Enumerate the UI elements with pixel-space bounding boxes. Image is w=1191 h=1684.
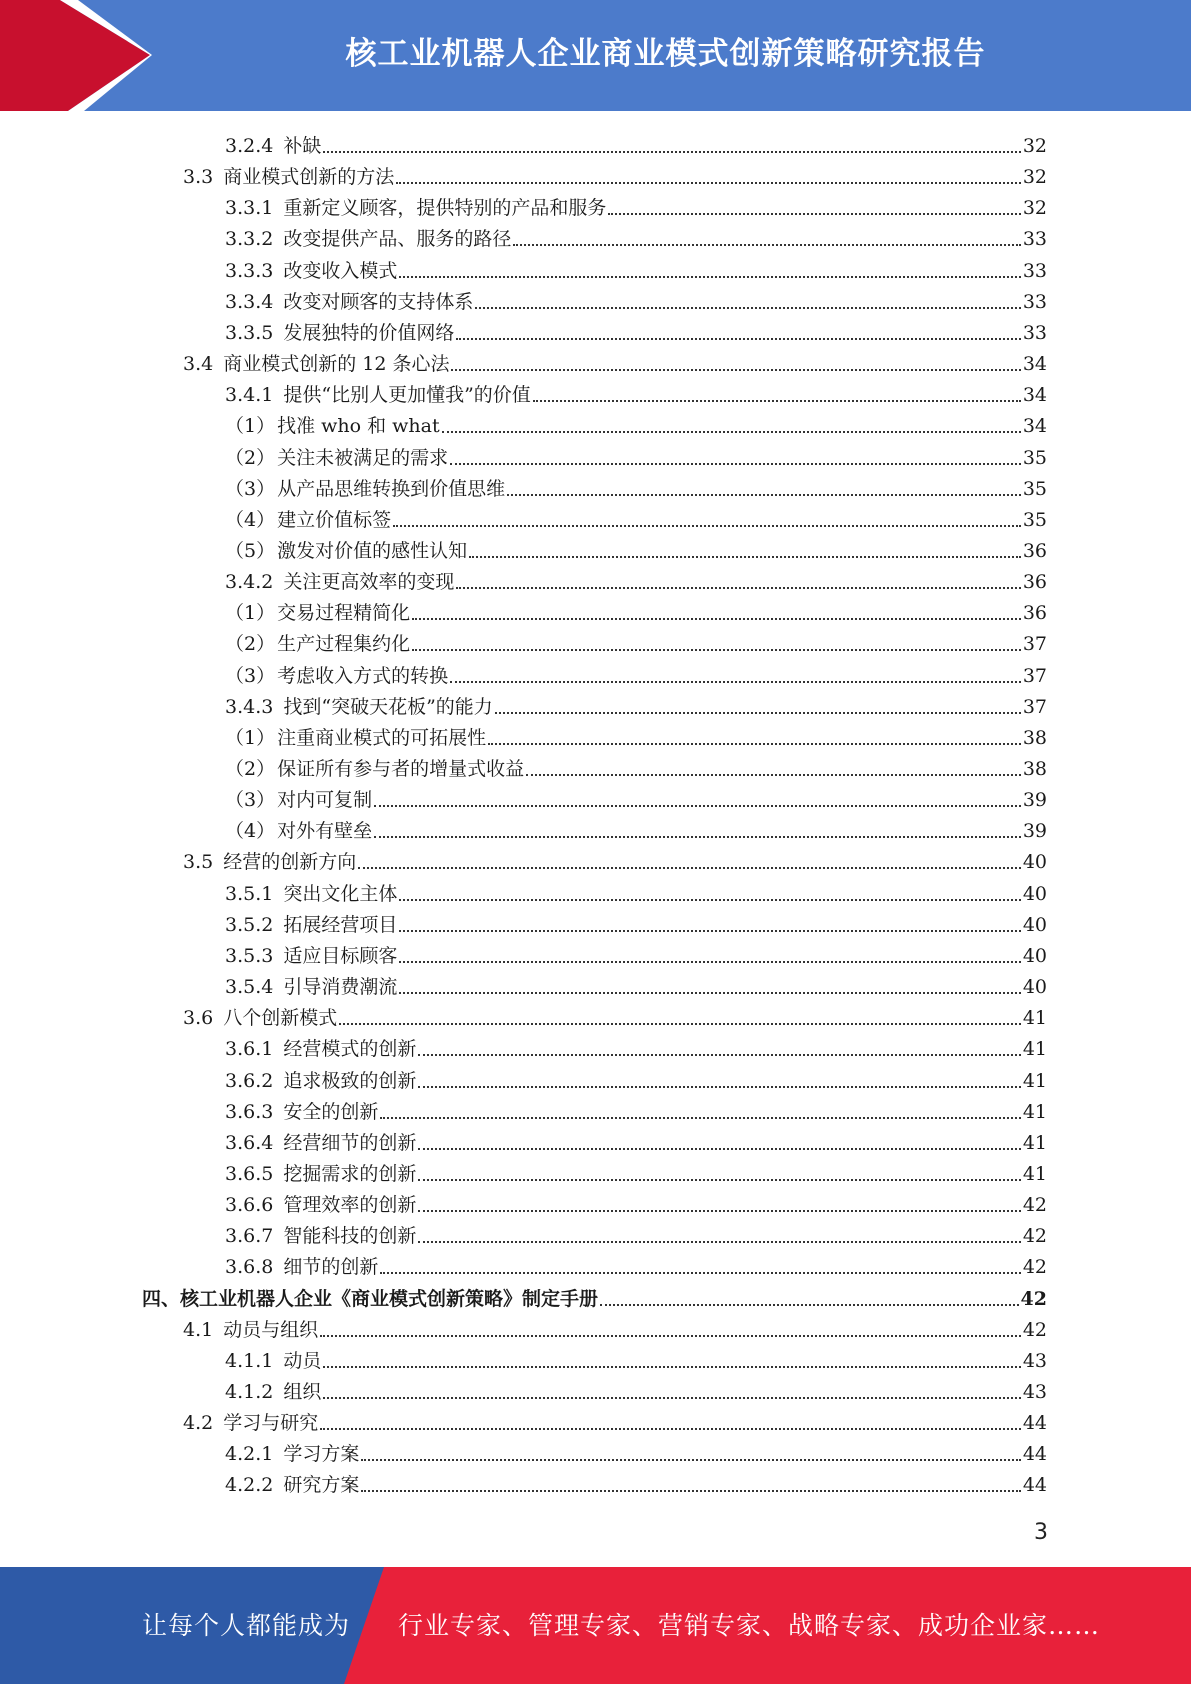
- toc-entry-page: 41: [1022, 1162, 1047, 1185]
- toc-entry-number: （3）: [225, 789, 276, 812]
- toc-entry[interactable]: [225, 875, 1047, 906]
- toc-entry-title: 智能科技的创新: [283, 1225, 417, 1248]
- toc-entry-number: 3.6: [183, 1007, 214, 1030]
- toc-entry-number: 3.6.2: [225, 1069, 274, 1092]
- toc-entry-page: 40: [1022, 976, 1047, 999]
- toc-dot-leader: [339, 1023, 1021, 1025]
- toc-entry-page: 33: [1022, 290, 1047, 313]
- toc-entry-page: 38: [1022, 758, 1047, 780]
- toc-entry-number: 3.4: [183, 353, 214, 376]
- toc-dot-leader: [450, 681, 1021, 683]
- toc-entry-title: 动员与组织: [223, 1318, 319, 1341]
- toc-entry-title: 突出文化主体: [283, 882, 398, 905]
- toc-entry[interactable]: [183, 999, 1047, 1030]
- toc-entry-title: 经营细节的创新: [283, 1131, 417, 1154]
- toc-entry-page: 42: [1022, 1318, 1047, 1341]
- toc-dot-leader: [399, 930, 1020, 932]
- toc-entry-number: 4.1.2: [225, 1381, 274, 1403]
- toc-entry-number: 4.1.1: [225, 1349, 274, 1372]
- toc-entry-title: 研究方案: [283, 1474, 360, 1497]
- toc-entry[interactable]: [225, 532, 1047, 563]
- toc-entry-number: 3.5.1: [225, 882, 274, 905]
- toc-dot-leader: [442, 431, 1021, 433]
- toc-entry[interactable]: [225, 781, 1047, 812]
- toc-entry-page: 36: [1022, 539, 1047, 562]
- toc-entry-title: 考虑收入方式的转换: [277, 664, 449, 687]
- toc-entry[interactable]: [225, 407, 1047, 438]
- toc-entry-number: （2）: [225, 633, 276, 656]
- toc-entry-title: 商业模式创新的 12 条心法: [223, 353, 450, 376]
- toc-entry-page: 32: [1022, 166, 1047, 189]
- toc-entry-title: 生产过程集约化: [277, 633, 411, 656]
- toc-dot-leader: [361, 1459, 1020, 1461]
- toc-entry-page: 32: [1022, 135, 1047, 157]
- toc-entry-number: 3.2.4: [225, 135, 274, 157]
- toc-entry-title: 追求极致的创新: [283, 1069, 417, 1092]
- toc-dot-leader: [361, 1490, 1020, 1492]
- toc-entry-title: 动员: [283, 1349, 322, 1372]
- toc-entry[interactable]: [225, 563, 1047, 594]
- toc-dot-leader: [323, 1397, 1020, 1399]
- toc-entry[interactable]: [225, 439, 1047, 470]
- toc-entry-title: 找准 who 和 what: [277, 415, 440, 438]
- toc-entry-number: 3.6.5: [225, 1162, 274, 1185]
- toc-entry[interactable]: [225, 1435, 1047, 1466]
- toc-entry[interactable]: [142, 1280, 1047, 1311]
- toc-entry-page: 37: [1022, 633, 1047, 656]
- toc-entry-page: 33: [1022, 228, 1047, 251]
- toc-entry-title: 改变收入模式: [283, 259, 398, 282]
- toc-entry-title: 建立价值标签: [277, 508, 392, 531]
- toc-entry-title: 细节的创新: [283, 1256, 379, 1279]
- toc-entry-title: 适应目标顾客: [283, 944, 398, 967]
- toc-entry[interactable]: [225, 688, 1047, 719]
- toc-entry-title: 交易过程精简化: [277, 602, 411, 625]
- toc-entry-title: 学习方案: [283, 1443, 360, 1466]
- toc-entry[interactable]: [225, 937, 1047, 968]
- toc-entry-number: 3.3.3: [225, 259, 274, 282]
- toc-dot-leader: [513, 244, 1020, 246]
- toc-entry[interactable]: [225, 252, 1047, 283]
- toc-entry-number: 3.3: [183, 166, 214, 189]
- toc-entry[interactable]: [225, 220, 1047, 251]
- toc-entry-number: 4.2.2: [225, 1474, 274, 1497]
- toc-entry[interactable]: [225, 314, 1047, 345]
- toc-entry-title: 对外有壁垒: [277, 820, 373, 843]
- toc-entry-number: 3.3.1: [225, 197, 274, 220]
- toc-dot-leader: [418, 1179, 1020, 1181]
- toc-entry[interactable]: [183, 345, 1047, 376]
- toc-entry-page: 42: [1022, 1225, 1047, 1248]
- toc-entry-title: 对内可复制: [277, 789, 373, 812]
- toc-entry-page: 41: [1022, 1131, 1047, 1154]
- page-number: 3: [1034, 1520, 1048, 1545]
- toc-dot-leader: [456, 338, 1020, 340]
- toc-entry-number: （2）: [225, 758, 276, 780]
- toc-entry-number: （1）: [225, 602, 276, 625]
- toc-entry[interactable]: [225, 750, 1047, 781]
- toc-entry-page: 37: [1022, 664, 1047, 687]
- toc-dot-leader: [475, 307, 1020, 309]
- toc-entry[interactable]: [183, 158, 1047, 189]
- toc-entry-title: 四、核工业机器人企业《商业模式创新策略》制定手册: [142, 1287, 599, 1310]
- toc-entry-number: （3）: [225, 664, 276, 687]
- toc-entry-title: 重新定义顾客，提供特别的产品和服务: [283, 197, 607, 220]
- toc-dot-leader: [399, 961, 1020, 963]
- toc-entry-number: 4.2: [183, 1412, 214, 1435]
- footer-slogan-left: 让每个人都能成为: [142, 1611, 351, 1640]
- toc-entry[interactable]: [225, 657, 1047, 688]
- toc-dot-leader: [533, 400, 1021, 402]
- page-footer: [0, 1567, 1191, 1684]
- toc-entry-page: 42: [1020, 1287, 1047, 1310]
- toc-dot-leader: [323, 151, 1020, 153]
- toc-entry-title: 补缺: [283, 135, 322, 157]
- toc-entry-title: 提供“比别人更加懂我”的价值: [283, 384, 531, 407]
- toc-entry[interactable]: [225, 625, 1047, 656]
- toc-entry-number: 3.6.7: [225, 1225, 274, 1248]
- toc-entry-number: （3）: [225, 477, 276, 500]
- toc-entry[interactable]: [225, 1062, 1047, 1093]
- toc-dot-leader: [418, 1148, 1020, 1150]
- toc-entry-page: 42: [1022, 1194, 1047, 1217]
- toc-dot-leader: [399, 899, 1020, 901]
- toc-entry-page: 34: [1022, 353, 1047, 376]
- toc-dot-leader: [456, 587, 1020, 589]
- toc-entry-title: 八个创新模式: [223, 1007, 338, 1030]
- toc-entry-title: 引导消费潮流: [283, 976, 398, 999]
- toc-entry[interactable]: [225, 1217, 1047, 1248]
- toc-dot-leader: [380, 1272, 1020, 1274]
- toc-entry-number: 3.3.2: [225, 228, 274, 251]
- toc-entry-title: 注重商业模式的可拓展性: [277, 726, 487, 749]
- toc-dot-leader: [320, 1335, 1021, 1337]
- toc-dot-leader: [600, 1304, 1019, 1306]
- toc-entry-page: 43: [1022, 1349, 1047, 1372]
- toc-entry[interactable]: [225, 906, 1047, 937]
- toc-entry-number: 3.5.3: [225, 944, 274, 967]
- toc-entry-title: 改变提供产品、服务的路径: [283, 228, 512, 251]
- toc-entry[interactable]: [183, 843, 1047, 874]
- toc-entry-page: 34: [1022, 415, 1047, 438]
- toc-entry-page: 41: [1022, 1038, 1047, 1061]
- toc-entry-page: 33: [1022, 321, 1047, 344]
- toc-entry-page: 35: [1022, 446, 1047, 469]
- toc-entry-page: 44: [1022, 1412, 1047, 1435]
- toc-entry-number: 3.4.1: [225, 384, 274, 407]
- toc-dot-leader: [418, 1086, 1020, 1088]
- toc-entry-number: 3.6.3: [225, 1100, 274, 1123]
- toc-entry-page: 40: [1022, 913, 1047, 936]
- toc-entry[interactable]: [225, 189, 1047, 220]
- toc-entry[interactable]: [225, 1030, 1047, 1061]
- toc-dot-leader: [358, 867, 1021, 869]
- toc-entry[interactable]: [183, 1404, 1047, 1435]
- toc-entry-page: 43: [1022, 1381, 1047, 1403]
- toc-entry-title: 发展独特的价值网络: [283, 321, 455, 344]
- toc-dot-leader: [507, 494, 1021, 496]
- toc-entry-page: 36: [1022, 602, 1047, 625]
- toc-entry-number: 3.3.5: [225, 321, 274, 344]
- toc-dot-leader: [320, 1428, 1021, 1430]
- toc-entry[interactable]: [225, 283, 1047, 314]
- toc-dot-leader: [399, 276, 1020, 278]
- toc-entry-number: 4.2.1: [225, 1443, 274, 1466]
- toc-entry-number: 3.4.3: [225, 695, 274, 718]
- toc-dot-leader: [380, 1117, 1020, 1119]
- toc-entry-number: 3.4.2: [225, 571, 274, 594]
- toc-dot-leader: [399, 992, 1020, 994]
- toc-entry-page: 41: [1022, 1069, 1047, 1092]
- toc-entry[interactable]: [225, 1342, 1047, 1373]
- toc-entry[interactable]: [183, 1311, 1047, 1342]
- toc-entry-number: （1）: [225, 726, 276, 749]
- toc-dot-leader: [450, 463, 1021, 465]
- toc-entry-page: 40: [1022, 882, 1047, 905]
- toc-entry-title: 商业模式创新的方法: [223, 166, 395, 189]
- toc-entry[interactable]: [225, 376, 1047, 407]
- toc-entry-title: 组织: [283, 1381, 322, 1403]
- toc-entry-number: 3.6.1: [225, 1038, 274, 1061]
- toc-entry-page: 37: [1022, 695, 1047, 718]
- toc-entry[interactable]: [225, 501, 1047, 532]
- toc-dot-leader: [418, 1210, 1020, 1212]
- toc-entry[interactable]: [225, 1466, 1047, 1497]
- footer-slogan-right: 行业专家、管理专家、营销专家、战略专家、成功企业家……: [398, 1611, 1101, 1640]
- toc-entry-number: 4.1: [183, 1318, 214, 1341]
- toc-entry-page: 35: [1022, 508, 1047, 531]
- toc-entry-page: 44: [1022, 1474, 1047, 1497]
- toc-entry-page: 39: [1022, 820, 1047, 843]
- toc-entry-title: 激发对价值的感性认知: [277, 539, 468, 562]
- toc-entry-title: 学习与研究: [223, 1412, 319, 1435]
- toc-dot-leader: [451, 369, 1020, 371]
- toc-entry-page: 35: [1022, 477, 1047, 500]
- toc-entry[interactable]: [225, 719, 1047, 750]
- toc-entry[interactable]: [225, 470, 1047, 501]
- toc-dot-leader: [412, 618, 1021, 620]
- document-title: 核工业机器人企业商业模式创新策略研究报告: [345, 36, 986, 72]
- toc-entry-title: 管理效率的创新: [283, 1194, 417, 1217]
- toc-dot-leader: [396, 182, 1021, 184]
- toc-entry-title: 关注未被满足的需求: [277, 446, 449, 469]
- toc-entry-page: 33: [1022, 259, 1047, 282]
- toc-entry-number: 3.3.4: [225, 290, 274, 313]
- toc-entry[interactable]: [225, 812, 1047, 843]
- toc-entry[interactable]: [225, 594, 1047, 625]
- toc-entry-title: 拓展经营项目: [283, 913, 398, 936]
- toc-dot-leader: [323, 1366, 1020, 1368]
- toc-entry-number: （1）: [225, 415, 276, 438]
- toc-dot-leader: [495, 712, 1021, 714]
- toc-entry[interactable]: [225, 1124, 1047, 1155]
- toc-entry-title: 经营模式的创新: [283, 1038, 417, 1061]
- toc-entry-title: 挖掘需求的创新: [283, 1162, 417, 1185]
- toc-dot-leader: [418, 1241, 1020, 1243]
- toc-entry-title: 关注更高效率的变现: [283, 571, 455, 594]
- toc-entry-number: （2）: [225, 446, 276, 469]
- toc-entry-number: 3.5: [183, 851, 214, 874]
- toc-entry-page: 40: [1022, 944, 1047, 967]
- toc-entry-page: 34: [1022, 384, 1047, 407]
- toc-entry-number: 3.6.8: [225, 1256, 274, 1279]
- toc-entry[interactable]: [225, 1248, 1047, 1279]
- page-header: [0, 0, 1191, 111]
- toc-dot-leader: [374, 836, 1021, 838]
- toc-entry-number: 3.6.4: [225, 1131, 274, 1154]
- toc-entry-page: 36: [1022, 571, 1047, 594]
- toc-dot-leader: [608, 213, 1020, 215]
- toc-entry[interactable]: [225, 1373, 1047, 1404]
- toc-entry[interactable]: [225, 1155, 1047, 1186]
- toc-entry[interactable]: [225, 127, 1047, 158]
- toc-entry-page: 44: [1022, 1443, 1047, 1466]
- toc-dot-leader: [374, 805, 1021, 807]
- toc-dot-leader: [412, 649, 1021, 651]
- toc-entry-title: 找到“突破天花板”的能力: [283, 695, 493, 718]
- toc-entry-title: 经营的创新方向: [223, 851, 357, 874]
- toc-entry-number: （4）: [225, 508, 276, 531]
- toc-entry-number: 3.5.4: [225, 976, 274, 999]
- toc-entry-title: 改变对顾客的支持体系: [283, 290, 474, 313]
- toc-entry-number: （5）: [225, 539, 276, 562]
- toc-dot-leader: [393, 525, 1021, 527]
- toc-entry[interactable]: [225, 968, 1047, 999]
- toc-entry-page: 41: [1022, 1007, 1047, 1030]
- toc-entry-page: 41: [1022, 1100, 1047, 1123]
- toc-entry-page: 32: [1022, 197, 1047, 220]
- toc-entry[interactable]: [225, 1186, 1047, 1217]
- toc-entry-title: 安全的创新: [283, 1100, 379, 1123]
- toc-entry-page: 40: [1022, 851, 1047, 874]
- toc-entry-page: 39: [1022, 789, 1047, 812]
- toc-entry-number: （4）: [225, 820, 276, 843]
- toc-entry-number: 3.5.2: [225, 913, 274, 936]
- toc-dot-leader: [526, 774, 1021, 776]
- toc-dot-leader: [488, 743, 1021, 745]
- toc-entry-title: 从产品思维转换到价值思维: [277, 477, 506, 500]
- toc-entry-page: 38: [1022, 726, 1047, 749]
- toc-entry-title: 保证所有参与者的增量式收益: [277, 758, 525, 780]
- toc-entry[interactable]: [225, 1093, 1047, 1124]
- toc-dot-leader: [469, 556, 1021, 558]
- toc-entry-page: 42: [1022, 1256, 1047, 1279]
- toc-dot-leader: [418, 1054, 1020, 1056]
- toc-entry-number: 3.6.6: [225, 1194, 274, 1217]
